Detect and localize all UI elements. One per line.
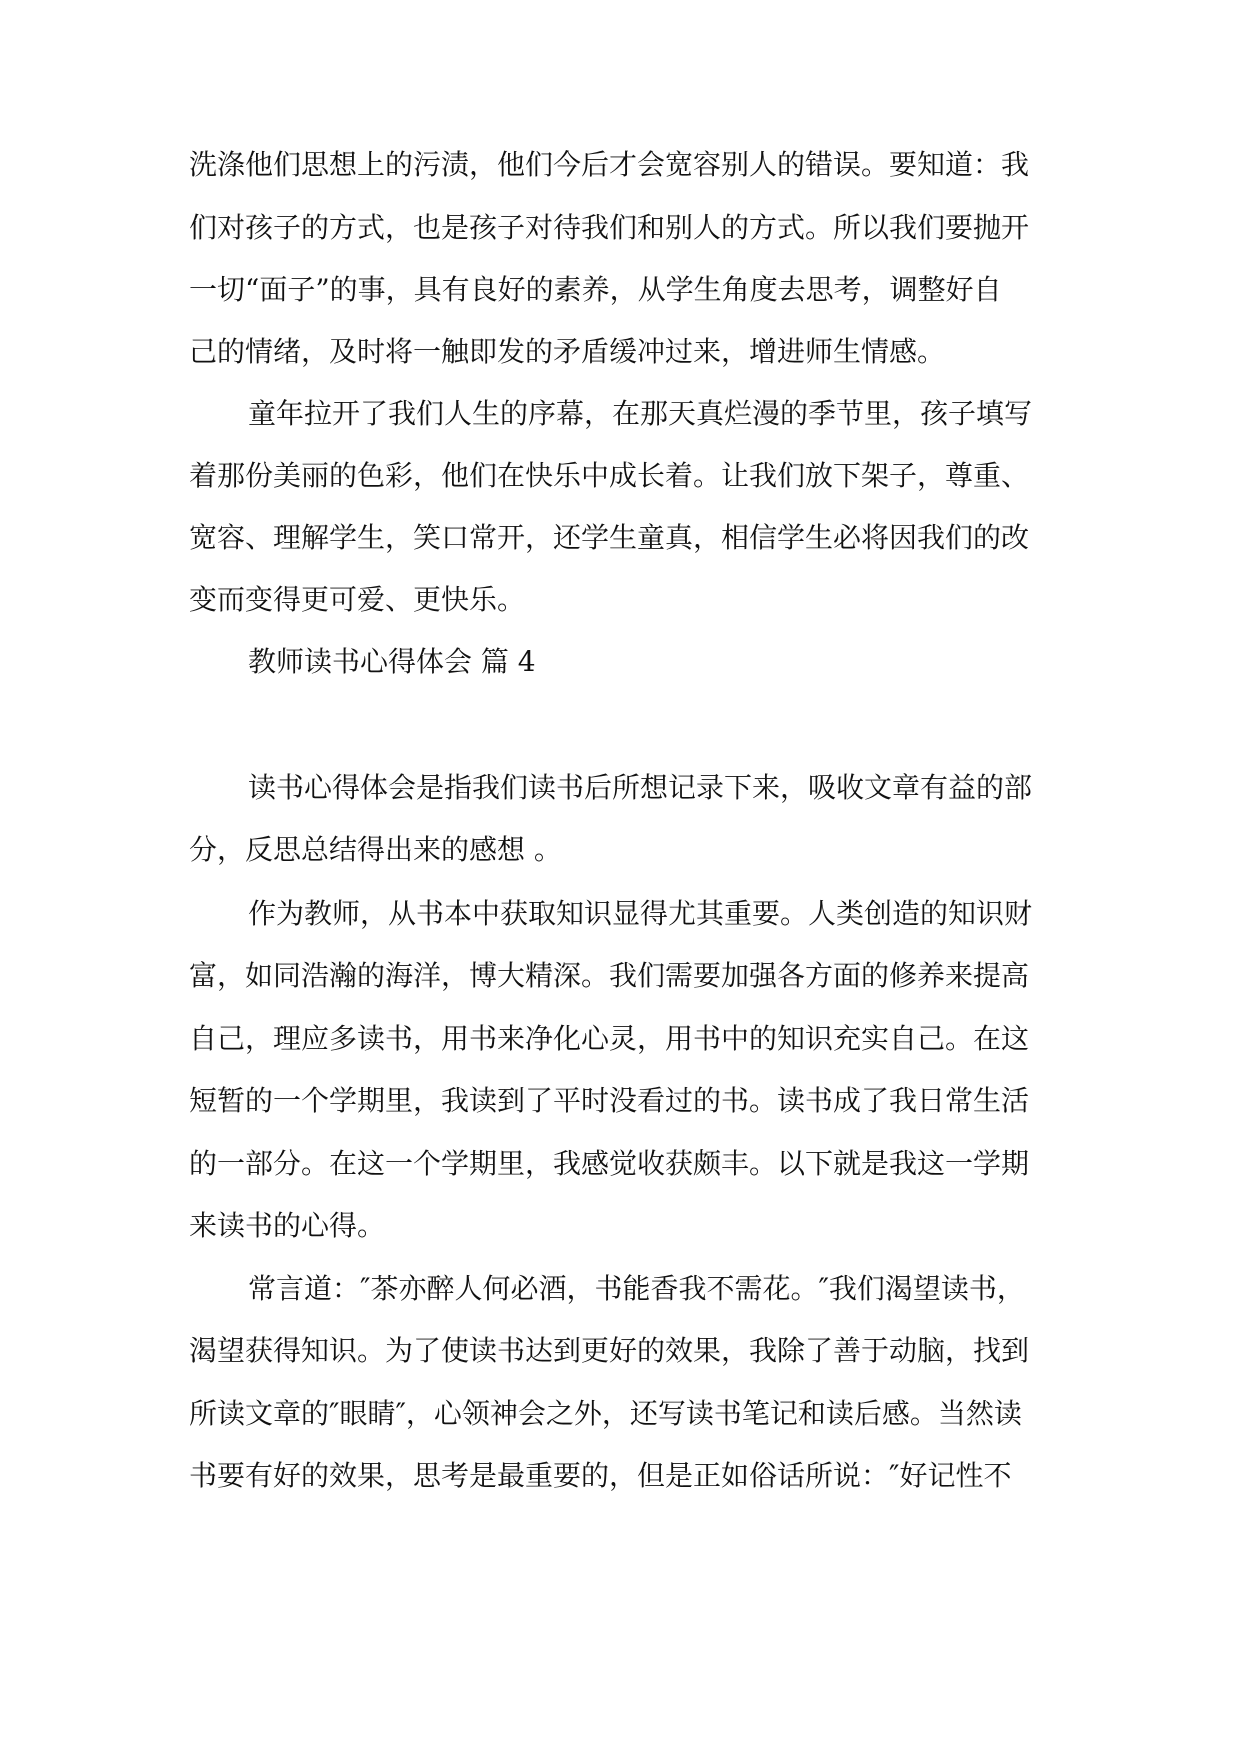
paragraph-line (0, 830, 1241, 870)
paragraph-line (0, 145, 1241, 185)
paragraph-line (0, 208, 1241, 248)
paragraph-line (0, 1394, 1241, 1434)
text-line: 富，如同浩瀚的海洋，博大精深。我们需要加强各方面的修养来提高 (189, 959, 1030, 992)
paragraph-line (0, 1206, 1241, 1246)
text-line: 着那份美丽的色彩，他们在快乐中成长着。让我们放下架子，尊重、 (189, 459, 1030, 492)
text-line: 渴望获得知识。为了使读书达到更好的效果，我除了善于动脑，找到 (189, 1334, 1030, 1367)
paragraph-line (0, 1144, 1241, 1184)
paragraph-line (0, 394, 1241, 434)
text-line: 己的情绪，及时将一触即发的矛盾缓冲过来，增进师生情感。 (189, 335, 946, 368)
paragraph-line (0, 270, 1241, 310)
paragraph-line (0, 1019, 1241, 1059)
text-line: 分，反思总结得出来的感想 。 (189, 833, 562, 866)
paragraph-line (0, 1269, 1241, 1309)
text-line: 自己，理应多读书，用书来净化心灵，用书中的知识充实自己。在这 (189, 1022, 1030, 1055)
paragraph-line (0, 1081, 1241, 1121)
text-line: 所读文章的″眼睛″，心领神会之外，还写读书笔记和读后感。当然读 (189, 1397, 1022, 1430)
text-line: 一切“面子”的事，具有良好的素养，从学生角度去思考，调整好自 (189, 273, 1002, 306)
text-line: 宽容、理解学生，笑口常开，还学生童真，相信学生必将因我们的改 (189, 521, 1030, 554)
text-line: 童年拉开了我们人生的序幕，在那天真烂漫的季节里，孩子填写 (248, 397, 1033, 430)
text-line: 洗涤他们思想上的污渍，他们今后才会宽容别人的错误。要知道：我 (189, 148, 1030, 181)
text-line: 书要有好的效果，思考是最重要的，但是正如俗话所说：″好记性不 (189, 1459, 1012, 1492)
text-line: 的一部分。在这一个学期里，我感觉收获颇丰。以下就是我这一学期 (189, 1147, 1030, 1180)
text-line: 读书心得体会是指我们读书后所想记录下来，吸收文章有益的部 (248, 771, 1033, 804)
paragraph-line (0, 894, 1241, 934)
paragraph-line (0, 768, 1241, 808)
text-line: 来读书的心得。 (189, 1209, 386, 1242)
text-line: 们对孩子的方式，也是孩子对待我们和别人的方式。所以我们要抛开 (189, 211, 1030, 244)
paragraph-line (0, 456, 1241, 496)
text-line: 短暂的一个学期里，我读到了平时没看过的书。读书成了我日常生活 (189, 1084, 1030, 1117)
text-line: 作为教师，从书本中获取知识显得尤其重要。人类创造的知识财 (248, 897, 1033, 930)
paragraph-line (0, 1456, 1241, 1496)
paragraph-line (0, 332, 1241, 372)
text-line: 常言道：″茶亦醉人何必酒，书能香我不需花。″我们渴望读书， (248, 1272, 1025, 1305)
paragraph-line (0, 956, 1241, 996)
text-line: 变而变得更可爱、更快乐。 (189, 583, 526, 616)
paragraph-line (0, 1331, 1241, 1371)
paragraph-line (0, 518, 1241, 558)
section-title: 教师读书心得体会 篇 4 (248, 645, 536, 678)
paragraph-line (0, 580, 1241, 620)
section-heading (0, 642, 1241, 682)
